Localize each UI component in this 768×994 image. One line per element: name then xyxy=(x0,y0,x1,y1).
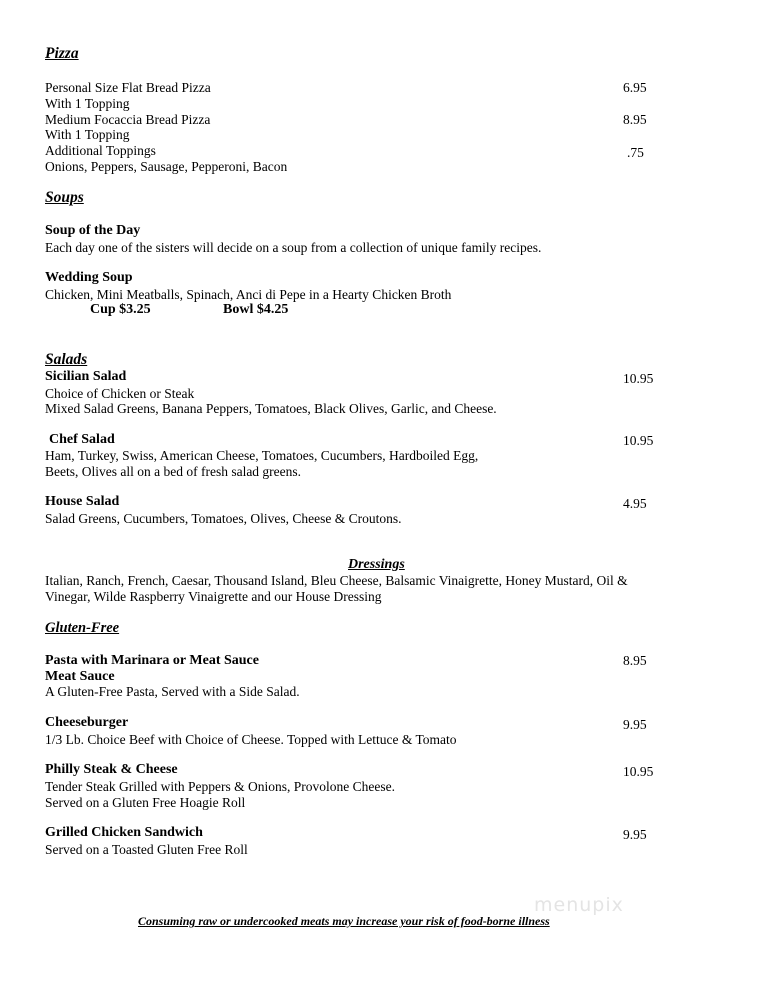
wedding-soup-desc: Chicken, Mini Meatballs, Spinach, Anci di Pepe in a Hearty Chicken Broth xyxy=(45,287,452,302)
sicilian-salad-desc-2: Mixed Salad Greens, Banana Peppers, Tomatoes, Black Olives, Garlic, and Cheese. xyxy=(45,401,497,416)
sicilian-salad-desc-1: Choice of Chicken or Steak xyxy=(45,386,195,401)
chef-salad-desc-1: Ham, Turkey, Swiss, American Cheese, Tomatoes, Cucumbers, Hardboiled Egg, xyxy=(45,448,479,463)
gf-cheeseburger-price: 9.95 xyxy=(623,717,647,732)
pizza-additional-name: Additional Toppings xyxy=(45,143,156,158)
gf-pasta-desc: A Gluten-Free Pasta, Served with a Side Salad. xyxy=(45,684,300,699)
chef-salad-price: 10.95 xyxy=(623,433,654,448)
pizza-medium-name: Medium Focaccia Bread Pizza xyxy=(45,112,211,127)
gf-philly-name: Philly Steak & Cheese xyxy=(45,762,178,777)
pizza-medium-desc: With 1 Topping xyxy=(45,127,130,142)
wedding-soup-bowl-price: Bowl $4.25 xyxy=(223,302,289,317)
gf-chicken-name: Grilled Chicken Sandwich xyxy=(45,825,203,840)
gf-pasta-price: 8.95 xyxy=(623,653,647,668)
gf-philly-price: 10.95 xyxy=(623,764,654,779)
pizza-personal-name: Personal Size Flat Bread Pizza xyxy=(45,80,211,95)
gf-chicken-desc: Served on a Toasted Gluten Free Roll xyxy=(45,842,248,857)
soup-day-desc: Each day one of the sisters will decide on a soup from a collection of unique family recipes. xyxy=(45,240,542,255)
gf-philly-desc-1: Tender Steak Grilled with Peppers & Onions, Provolone Cheese. xyxy=(45,779,395,794)
chef-salad-desc-2: Beets, Olives all on a bed of fresh salad greens. xyxy=(45,464,302,479)
soups-heading: Soups xyxy=(45,189,84,206)
food-safety-notice: Consuming raw or undercooked meats may increase your risk of food-borne illness xyxy=(138,914,550,928)
gf-cheeseburger-desc: 1/3 Lb. Choice Beef with Choice of Cheese. Topped with Lettuce & Tomato xyxy=(45,732,457,747)
salads-heading: Salads xyxy=(45,351,88,368)
gf-cheeseburger-name: Cheeseburger xyxy=(45,715,129,730)
gluten-free-heading: Gluten-Free xyxy=(45,620,120,636)
dressings-heading: Dressings xyxy=(348,557,405,572)
pizza-personal-desc: With 1 Topping xyxy=(45,96,130,111)
gf-pasta-name: Pasta with Marinara or Meat Sauce xyxy=(45,653,259,668)
gf-chicken-price: 9.95 xyxy=(623,827,647,842)
pizza-heading: Pizza xyxy=(45,45,79,62)
house-salad-name: House Salad xyxy=(45,494,120,509)
wedding-soup-cup-price: Cup $3.25 xyxy=(90,302,151,317)
gf-philly-desc-2: Served on a Gluten Free Hoagie Roll xyxy=(45,795,246,810)
pizza-additional-desc: Onions, Peppers, Sausage, Pepperoni, Bacon xyxy=(45,159,288,174)
sicilian-salad-name: Sicilian Salad xyxy=(45,369,127,384)
sicilian-salad-price: 10.95 xyxy=(623,371,654,386)
gf-pasta-name-2: Meat Sauce xyxy=(45,669,115,684)
wedding-soup-name: Wedding Soup xyxy=(45,270,133,285)
chef-salad-name: Chef Salad xyxy=(49,432,115,447)
house-salad-desc: Salad Greens, Cucumbers, Tomatoes, Olives, Cheese & Croutons. xyxy=(45,511,402,526)
pizza-medium-price: 8.95 xyxy=(623,112,647,127)
menupix-watermark: menupix xyxy=(534,894,624,916)
soup-day-name: Soup of the Day xyxy=(45,223,141,238)
house-salad-price: 4.95 xyxy=(623,496,647,511)
pizza-personal-price: 6.95 xyxy=(623,80,647,95)
dressings-line-1: Italian, Ranch, French, Caesar, Thousand Island, Bleu Cheese, Balsamic Vinaigrette, Honey Mustard, Oil & xyxy=(45,573,628,588)
dressings-line-2: Vinegar, Wilde Raspberry Vinaigrette and our House Dressing xyxy=(45,589,382,604)
pizza-additional-price: .75 xyxy=(627,145,644,160)
